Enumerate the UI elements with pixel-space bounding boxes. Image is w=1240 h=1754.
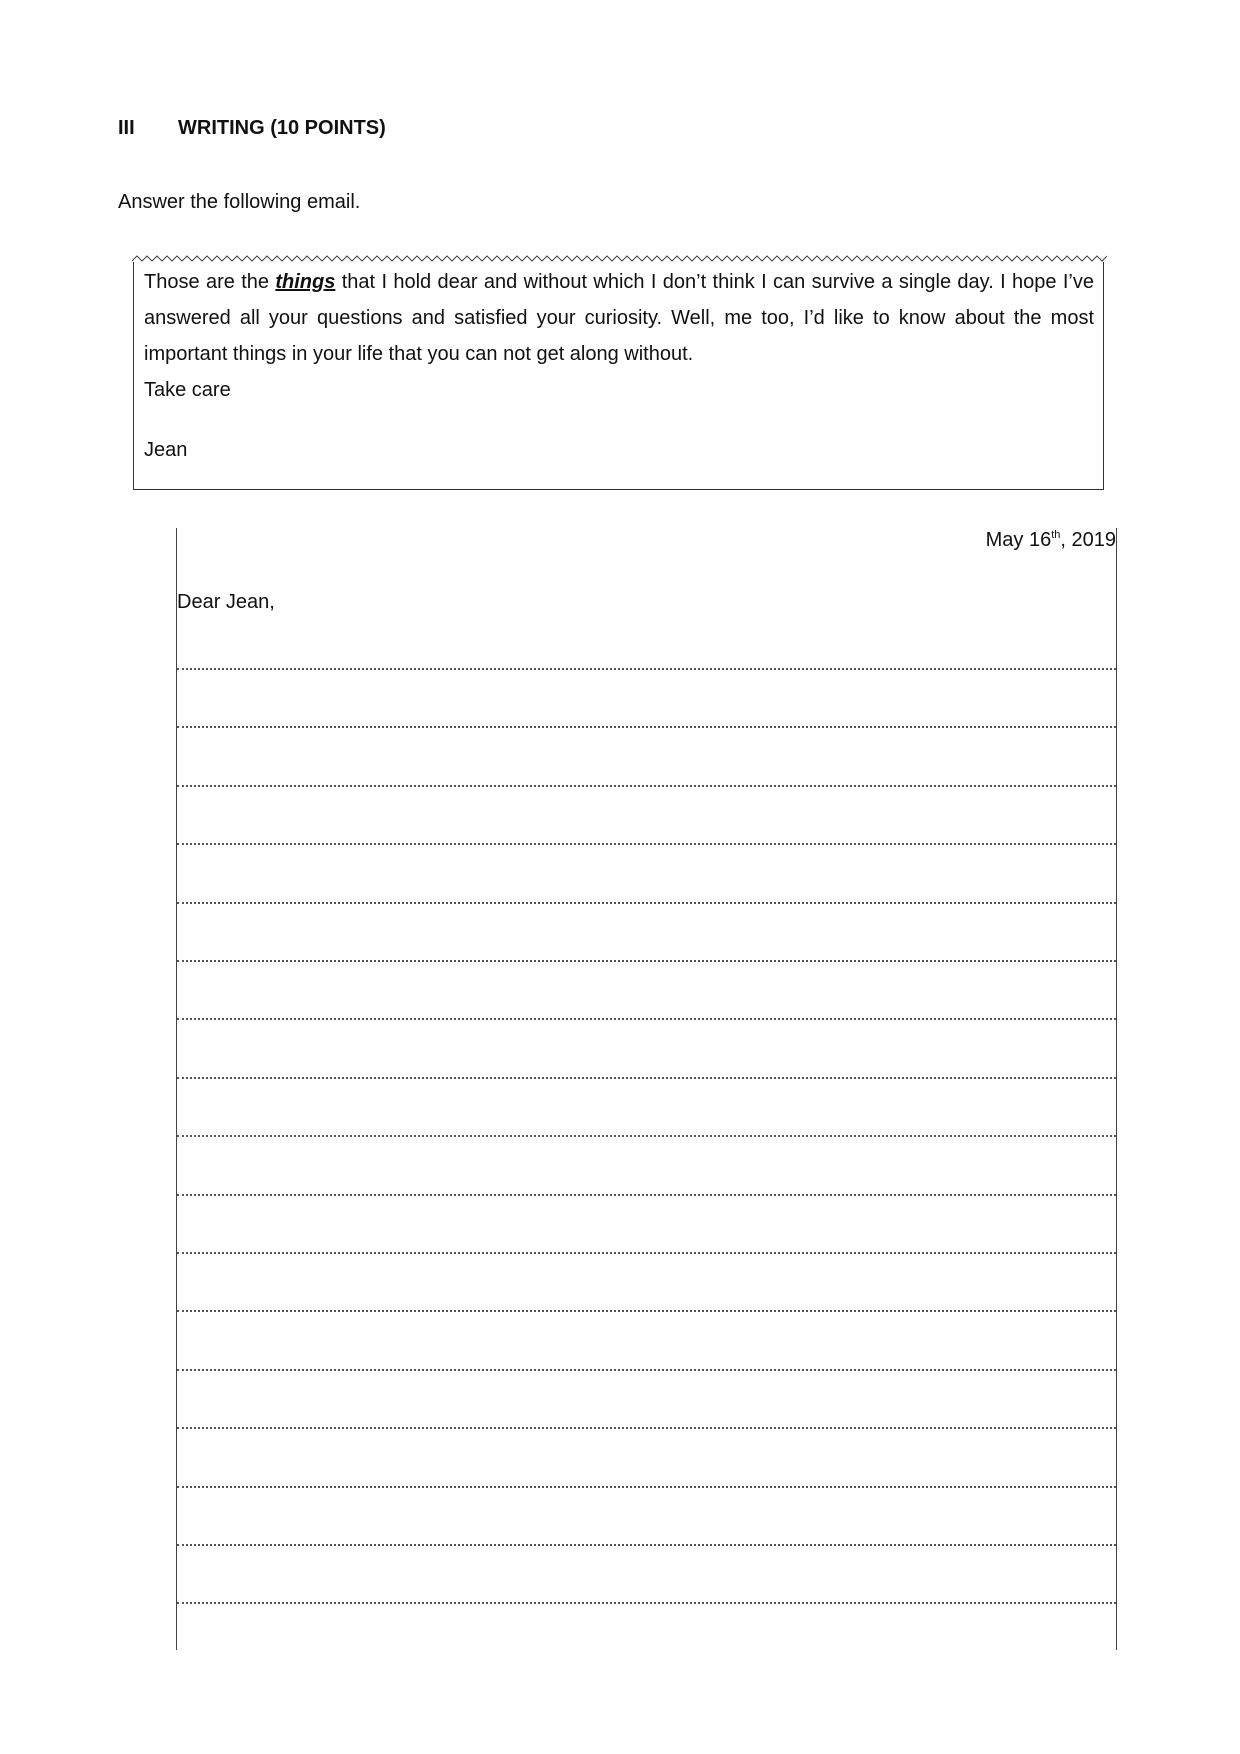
email-excerpt-box bbox=[133, 262, 1104, 490]
answer-line[interactable] bbox=[177, 1252, 1116, 1254]
emphasized-word: things bbox=[275, 271, 336, 293]
email-text-part: that I hold dear and without which I don’t think I can survive a single day. I hope I’ve answered all your questions and satisfied your curiosity. Well, me too, I’d like to know about the most important things in your life that you can not get along without. bbox=[144, 271, 1094, 365]
answer-line[interactable] bbox=[177, 1135, 1116, 1137]
answer-line[interactable] bbox=[177, 1018, 1116, 1020]
answer-line[interactable] bbox=[177, 902, 1116, 904]
answer-line[interactable] bbox=[177, 726, 1116, 728]
section-heading bbox=[118, 117, 386, 140]
answer-line[interactable] bbox=[177, 1194, 1116, 1196]
answer-writing-area[interactable] bbox=[176, 528, 1117, 1650]
answer-line[interactable] bbox=[177, 1369, 1116, 1371]
reply-date-year: , 2019 bbox=[1060, 529, 1116, 551]
answer-line[interactable] bbox=[177, 1544, 1116, 1546]
answer-line[interactable] bbox=[177, 1602, 1116, 1604]
email-text-part: Those are the bbox=[144, 271, 276, 293]
answer-line[interactable] bbox=[177, 1310, 1116, 1312]
answer-line[interactable] bbox=[177, 960, 1116, 962]
answer-line[interactable] bbox=[177, 668, 1116, 670]
email-text bbox=[144, 264, 1094, 468]
section-title: WRITING (10 POINTS) bbox=[178, 117, 386, 139]
answer-line[interactable] bbox=[177, 1486, 1116, 1488]
section-number: III bbox=[118, 117, 135, 139]
answer-line[interactable] bbox=[177, 1427, 1116, 1429]
answer-line[interactable] bbox=[177, 843, 1116, 845]
reply-salutation: Dear Jean, bbox=[177, 591, 275, 613]
email-paragraph bbox=[144, 264, 1094, 372]
task-instruction: Answer the following email. bbox=[118, 191, 361, 213]
email-sign-off: Take care bbox=[144, 379, 231, 401]
reply-date-suffix: th bbox=[1051, 529, 1061, 541]
answer-line[interactable] bbox=[177, 1077, 1116, 1079]
reply-date-day: May 16 bbox=[985, 529, 1052, 551]
answer-line[interactable] bbox=[177, 785, 1116, 787]
reply-date bbox=[986, 529, 1116, 552]
email-signature: Jean bbox=[144, 439, 188, 461]
